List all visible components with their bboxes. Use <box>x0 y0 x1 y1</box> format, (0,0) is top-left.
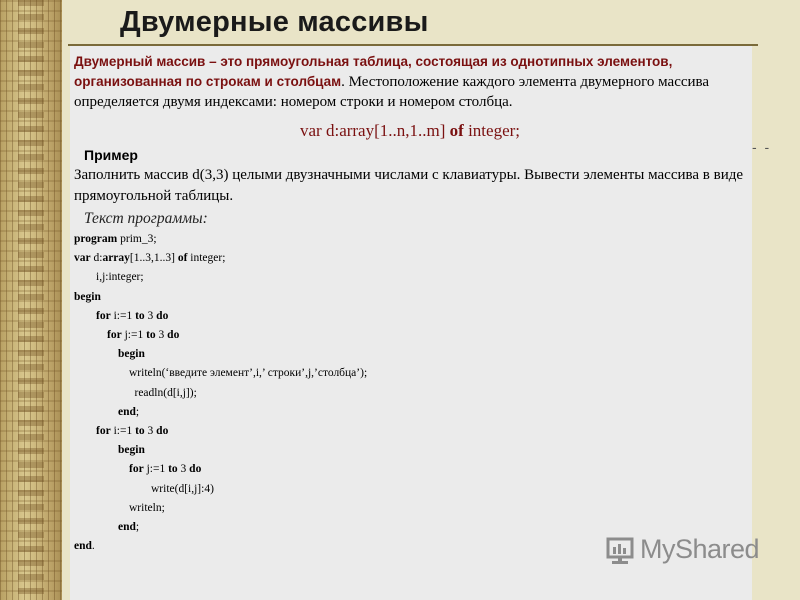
code-text: i:=1 <box>110 309 136 322</box>
code-text: writeln(‘введите элемент’,i,’ строки’,j,’столбца’); <box>129 367 368 380</box>
code-line <box>74 326 746 345</box>
program-heading: Текст программы: <box>84 210 208 227</box>
code-text: ; <box>135 521 140 534</box>
decorative-left-strip <box>0 0 62 600</box>
code-text: integer; <box>187 252 226 265</box>
code-keyword: for <box>129 463 144 476</box>
code-keyword: array <box>102 252 130 265</box>
code-keyword: to <box>135 309 145 322</box>
code-line <box>74 422 746 441</box>
code-keyword: begin <box>118 444 145 457</box>
strip-pattern <box>18 0 44 600</box>
code-keyword: to <box>146 329 156 342</box>
code-keyword: var <box>74 252 91 265</box>
code-keyword: do <box>189 463 202 476</box>
decl-type: integer; <box>463 121 520 140</box>
code-line <box>74 364 746 383</box>
code-keyword: for <box>107 329 122 342</box>
watermark-text: MyShared <box>640 534 760 564</box>
code-text: [1..3,1..3] <box>129 252 178 265</box>
code-line <box>74 499 746 518</box>
code-keyword: for <box>96 309 111 322</box>
code-keyword: end <box>74 540 92 553</box>
code-listing <box>74 230 746 556</box>
code-keyword: do <box>156 309 169 322</box>
myshared-logo-icon <box>606 535 634 565</box>
code-text: 3 <box>144 425 157 438</box>
intro-rest: . Местоположение каждого элемента двумерного массива определяется двумя индексами: номером строки и номером столбца. <box>74 74 710 110</box>
code-keyword: end <box>118 521 136 534</box>
side-mark: - - <box>752 139 772 155</box>
code-line <box>74 460 746 479</box>
code-text: ; <box>135 405 140 418</box>
task-text: Заполнить массив d(3,3) целыми двузначными числами с клавиатуры. Вывести элементы массива в виде прямоугольной таблицы. <box>74 167 744 204</box>
watermark <box>606 534 759 565</box>
code-keyword: to <box>135 425 145 438</box>
code-line <box>74 230 746 249</box>
code-text: d: <box>90 252 103 265</box>
code-text: . <box>91 540 95 553</box>
code-keyword: program <box>74 233 118 245</box>
code-line <box>74 480 746 499</box>
code-line <box>74 345 746 364</box>
code-keyword: begin <box>118 348 145 361</box>
decl-array-keyword: array <box>339 121 375 140</box>
decl-range: [1..n,1..m] <box>374 121 450 140</box>
example-heading: Пример <box>84 147 138 163</box>
code-text: j:=1 <box>121 329 147 342</box>
array-declaration <box>74 121 746 141</box>
code-text: prim_3; <box>117 233 157 245</box>
code-keyword: begin <box>74 290 101 303</box>
slide-title: Двумерные массивы <box>120 6 429 38</box>
code-line <box>74 288 746 307</box>
code-text: write(d[i,j]:4) <box>151 482 214 495</box>
code-keyword: do <box>156 425 169 438</box>
code-text: i,j:integer; <box>96 271 144 284</box>
code-text: 3 <box>144 309 157 322</box>
intro-paragraph <box>74 52 746 112</box>
code-keyword: of <box>177 252 188 265</box>
code-line <box>74 249 746 268</box>
code-line <box>74 441 746 460</box>
definition-text: Двумерный массив – это прямоугольная таблица, состоящая из однотипных элементов, организованная по строкам и столбцам <box>74 54 673 89</box>
code-keyword: do <box>167 329 180 342</box>
code-text: j:=1 <box>143 463 169 476</box>
code-text: 3 <box>155 329 168 342</box>
decl-var-keyword: var <box>299 121 322 140</box>
code-line <box>74 307 746 326</box>
code-text: i:=1 <box>110 425 136 438</box>
decl-name: d: <box>321 121 340 140</box>
code-line <box>74 384 746 403</box>
code-line <box>74 403 746 422</box>
code-keyword: to <box>168 463 178 476</box>
code-text: readln(d[i,j]); <box>134 386 197 399</box>
code-line <box>74 268 746 287</box>
code-keyword: end <box>118 405 136 418</box>
code-text: 3 <box>177 463 190 476</box>
code-keyword: for <box>96 425 111 438</box>
code-text: writeln; <box>129 501 165 514</box>
decl-of-keyword: of <box>449 121 464 140</box>
content-panel <box>70 46 752 600</box>
